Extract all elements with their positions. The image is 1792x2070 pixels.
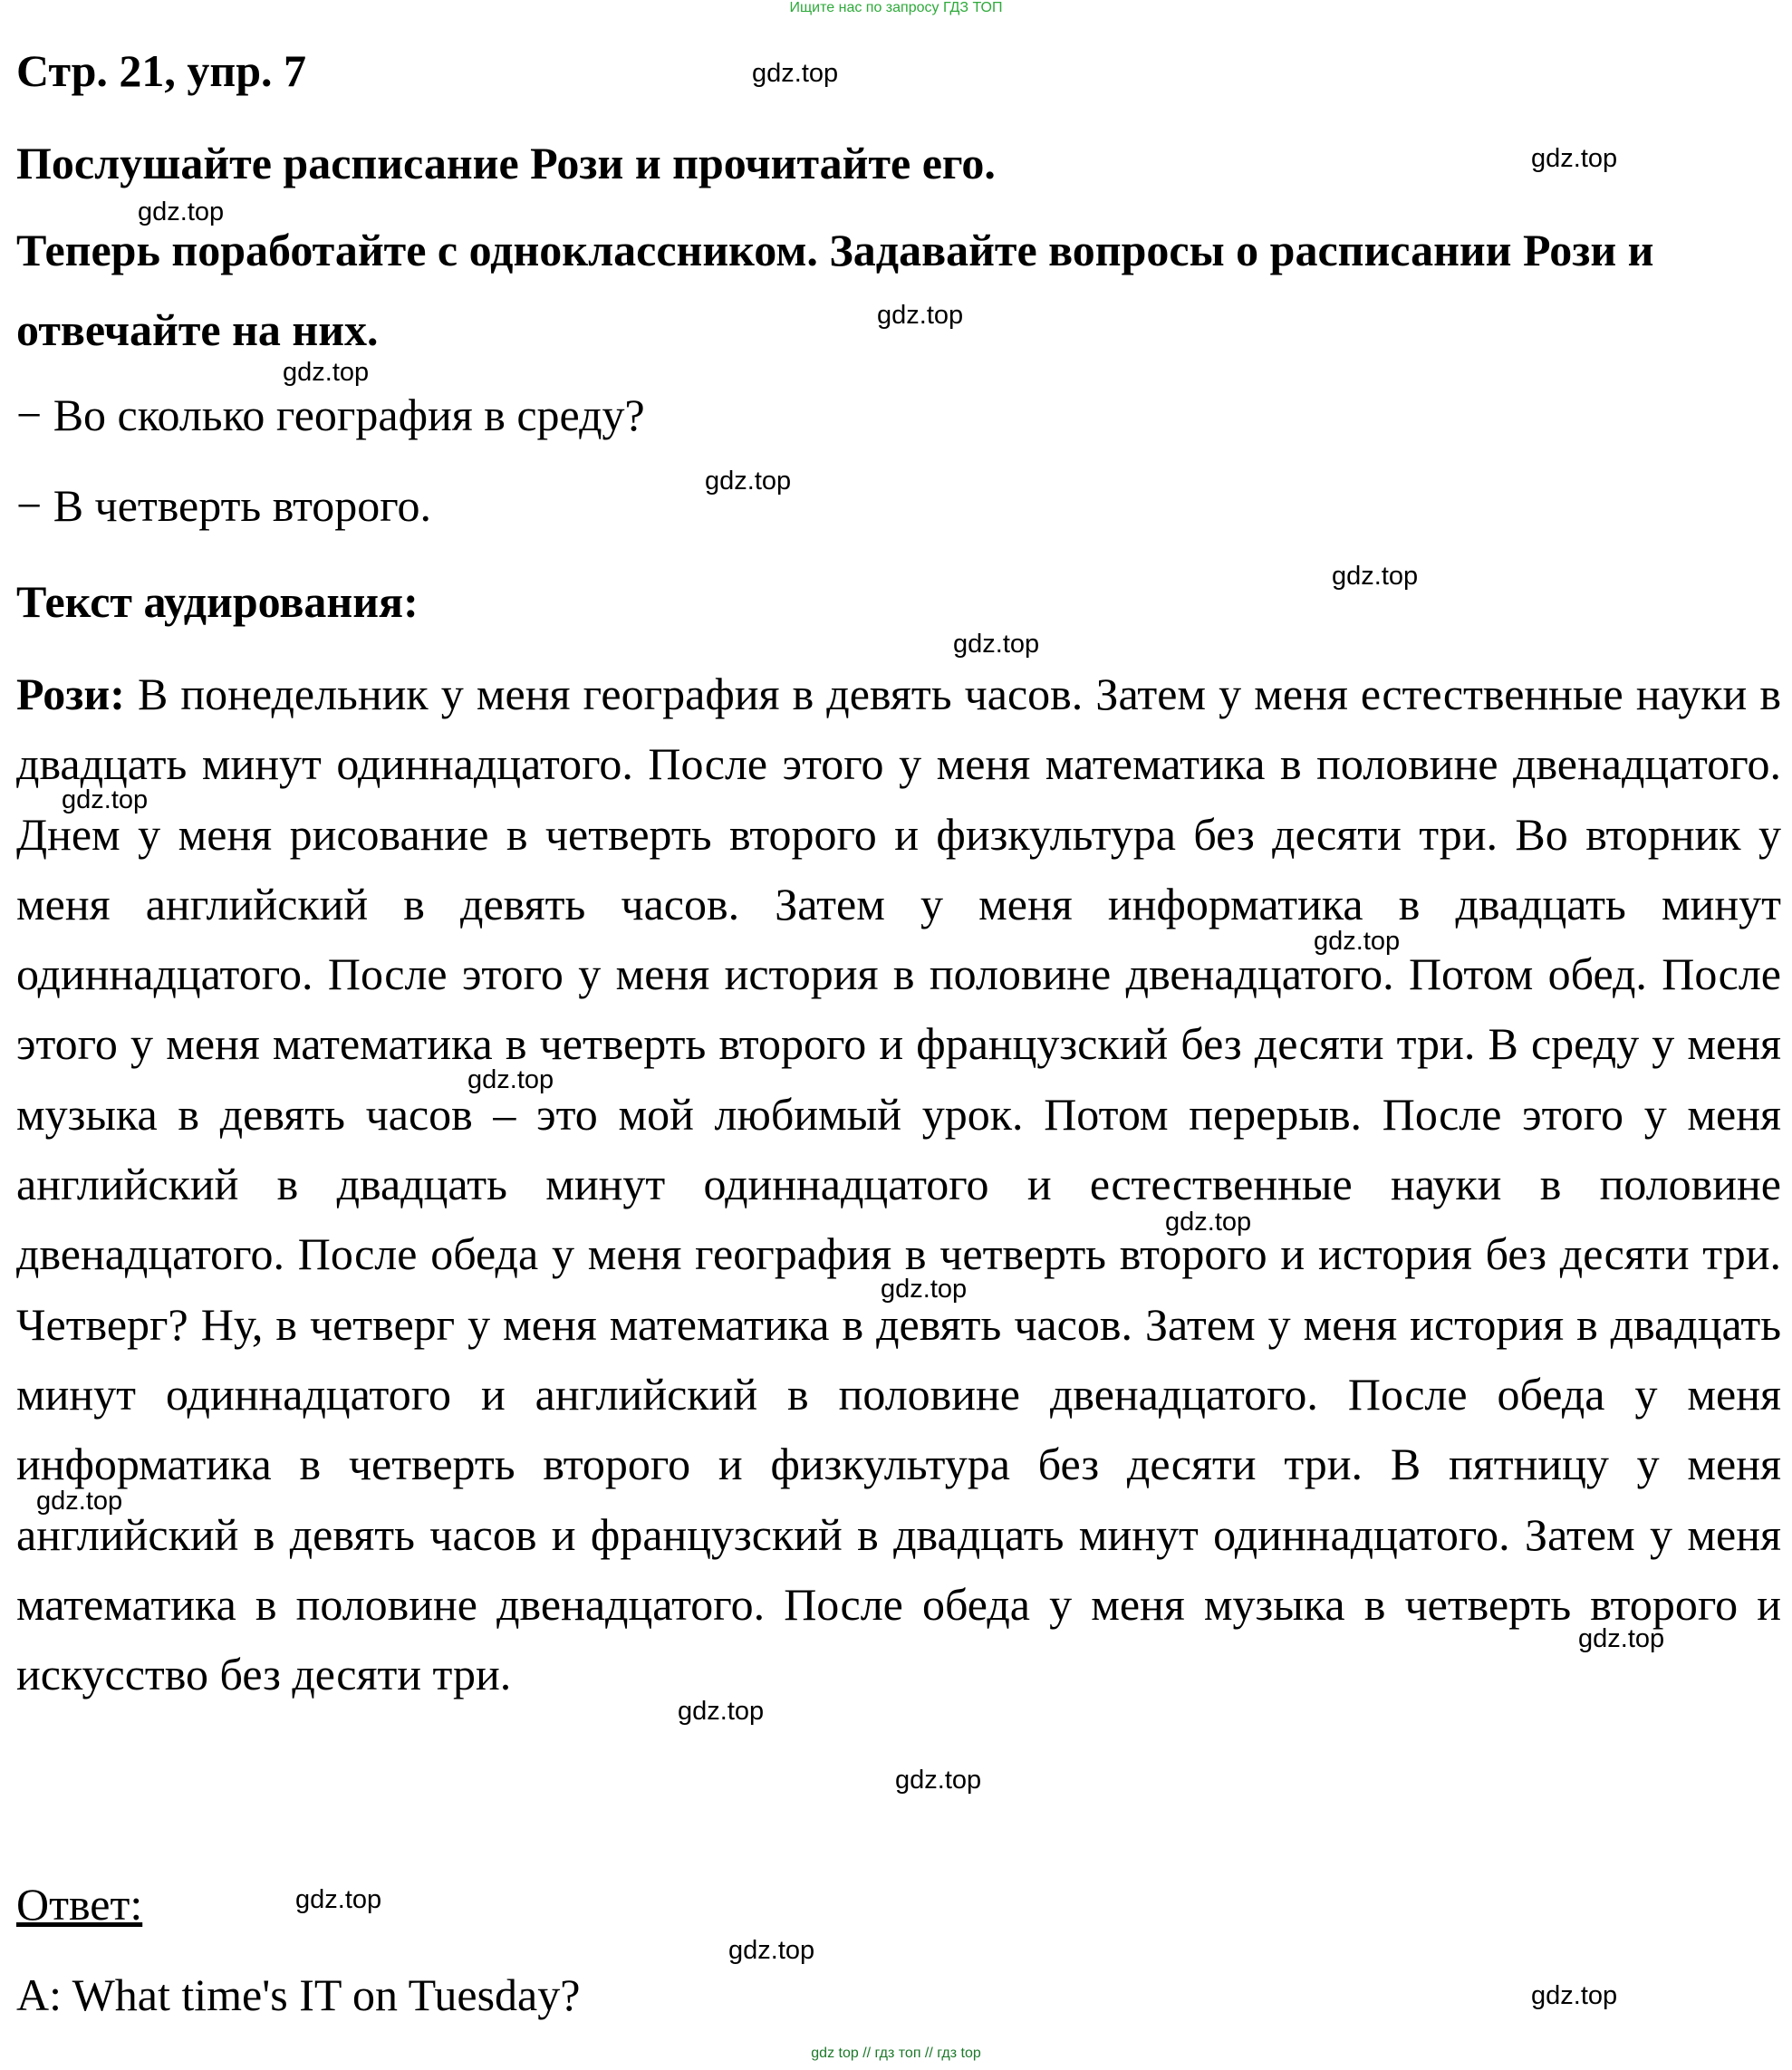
watermark: gdz.top: [705, 467, 792, 496]
answer-line: A: What time's IT on Tuesday?: [16, 1969, 581, 2020]
watermark: gdz.top: [1578, 1624, 1665, 1653]
task-instruction-1: Послушайте расписание Рози и прочитайте его.: [16, 138, 996, 188]
dialogue-answer: − В четверть второго.: [16, 480, 432, 531]
watermark: gdz.top: [895, 1766, 982, 1795]
watermark: gdz.top: [62, 785, 149, 814]
listening-title: Текст аудирования:: [16, 576, 419, 627]
watermark: gdz.top: [953, 630, 1040, 659]
speaker-label: Рози:: [16, 669, 125, 719]
watermark: gdz.top: [36, 1487, 123, 1516]
watermark: gdz.top: [467, 1065, 554, 1094]
answer-label: Ответ:: [16, 1879, 143, 1930]
watermark: gdz.top: [138, 197, 225, 226]
dialogue-question: − Во сколько география в среду?: [16, 390, 645, 440]
watermark: gdz.top: [283, 358, 370, 387]
watermark: gdz.top: [1531, 144, 1618, 173]
listening-passage: [16, 660, 1781, 1709]
watermark: gdz.top: [881, 1275, 968, 1304]
header-search-link[interactable]: Ищите нас по запросу ГДЗ ТОП: [789, 0, 1003, 15]
watermark: gdz.top: [728, 1936, 815, 1965]
watermark: gdz.top: [1332, 562, 1419, 591]
listening-text: В понедельник у меня география в девять часов. Затем у меня естественные науки в двадцать минут одиннадцатого. После этого у меня математика в половине двенадцатого. Днем у меня рисование в четверть второго и физкультура без десяти три. Во вторник у меня английский в девять часов. Затем у меня информатика в двадцать минут одиннадцатого. После этого у меня история в половине двенадцатого. Потом обед. После этого у меня математика в четверть второго и французский без десяти три. В среду у меня музыка в девять часов – это мой любимый урок. Потом перерыв. После этого у меня английский в двадцать минут одиннадцатого и естественные науки в половине двенадцатого. После обеда у меня география в четверть второго и история без десяти три. Четверг? Ну, в четверг у меня математика в девять часов. Затем у меня история в двадцать минут одиннадцатого и английский в половине двенадцатого. После обеда у меня информатика в четверть второго и физкультура без десяти три. В пятницу у меня английский в девять часов и французский в двадцать минут одиннадцатого. Затем у меня математика в половине двенадцатого. После обеда у меня музыка в четверть второго и искусство без десяти три.: [16, 669, 1781, 1700]
footer-links[interactable]: gdz top // гдз топ // гдз top: [811, 2046, 981, 2061]
page-title: Стр. 21, упр. 7: [16, 45, 307, 96]
watermark: gdz.top: [295, 1885, 382, 1914]
watermark: gdz.top: [877, 301, 964, 330]
watermark: gdz.top: [1531, 1981, 1618, 2010]
watermark: gdz.top: [1165, 1208, 1252, 1237]
watermark: gdz.top: [1314, 927, 1401, 956]
task-instruction-2: Теперь поработайте с одноклассником. Задавайте вопросы о расписании Рози и отвечайте на них.: [16, 225, 1654, 355]
watermark: gdz.top: [752, 59, 839, 88]
watermark: gdz.top: [678, 1697, 765, 1726]
